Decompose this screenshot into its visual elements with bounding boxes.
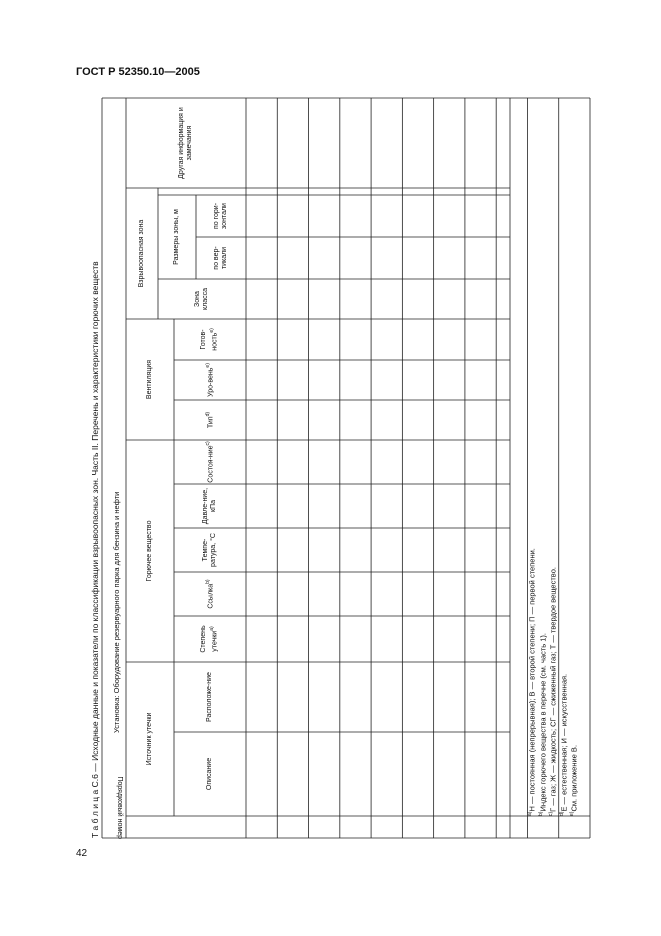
header-zone-class: Зона класса — [194, 288, 209, 311]
header-zone-reference-spacer — [158, 188, 246, 195]
note-text: Е — естественная; И — искусственная. — [559, 673, 568, 812]
table-notes — [526, 416, 579, 816]
note-mark: d) — [558, 811, 565, 816]
note-text: Индекс горючего вещества в перечне (см. часть 1). — [538, 633, 547, 812]
note-mark: a) — [527, 811, 533, 816]
header-vent-readiness: Готов-ность$^{e)}$ — [200, 328, 219, 351]
rotated-table-area — [90, 98, 590, 838]
installation-label: Установка: Оборудование резервуарного парка для бензина и нефти — [112, 491, 121, 733]
header-pressure: Давле-ние, кПа — [202, 487, 217, 525]
note-text: Г — газ; Ж — жидкость; СГ — сжиженный газ; Т — твердое вещество. — [548, 567, 558, 812]
note-mark: b) — [537, 811, 544, 816]
header-vertical: по вер-тикали — [213, 246, 228, 270]
header-hazard-zone-group: Взрывоопасная зона — [138, 219, 145, 288]
header-description: Описание — [206, 757, 213, 791]
note-text: Н — постоянная (непрерывная); В — второй степени; П — первой степени. — [527, 548, 537, 812]
table-note — [547, 416, 558, 816]
note-mark: c) — [548, 811, 554, 816]
note-mark: e) — [569, 811, 575, 816]
document-header: ГОСТ Р 52350.10—2005 — [76, 66, 200, 78]
header-temperature: Темпе-ратура, °С — [202, 533, 217, 567]
header-reference: Ссылка$^{b)}$ — [205, 579, 215, 609]
page-number: 42 — [76, 848, 88, 859]
header-other-info: Другая информация и замечания — [178, 107, 193, 179]
header-substance-group: Горючее вещество — [146, 520, 153, 582]
table-note — [558, 416, 569, 816]
table-title: Т а б л и ц а С.6 — Исходные данные и показатели по классификации взрывоопасных зон. Часть II. Перечень и характеристики горючих веществ — [90, 261, 100, 838]
header-location: Расположе-ние — [206, 672, 213, 722]
header-zone-sizes: Размеры зоны, м — [173, 209, 180, 265]
table-note — [568, 416, 579, 816]
header-horizontal: по гори-зонтали — [213, 202, 228, 230]
header-leak-degree: Степень утечки$^{a)}$ — [200, 625, 219, 653]
header-source-group: Источник утечки — [146, 712, 153, 766]
header-ventilation-group: Вентиляция — [146, 359, 153, 400]
table-note — [526, 416, 537, 816]
header-number: Порядковый номер — [116, 776, 123, 839]
header-vent-type: Тип$^{d)}$ — [205, 411, 215, 429]
note-text: См. приложение В. — [569, 744, 579, 812]
header-vent-level: Уро-вень$^{e)}$ — [205, 363, 215, 397]
header-state: Состоя-ние$^{c)}$ — [205, 441, 215, 483]
table-note — [537, 416, 548, 816]
